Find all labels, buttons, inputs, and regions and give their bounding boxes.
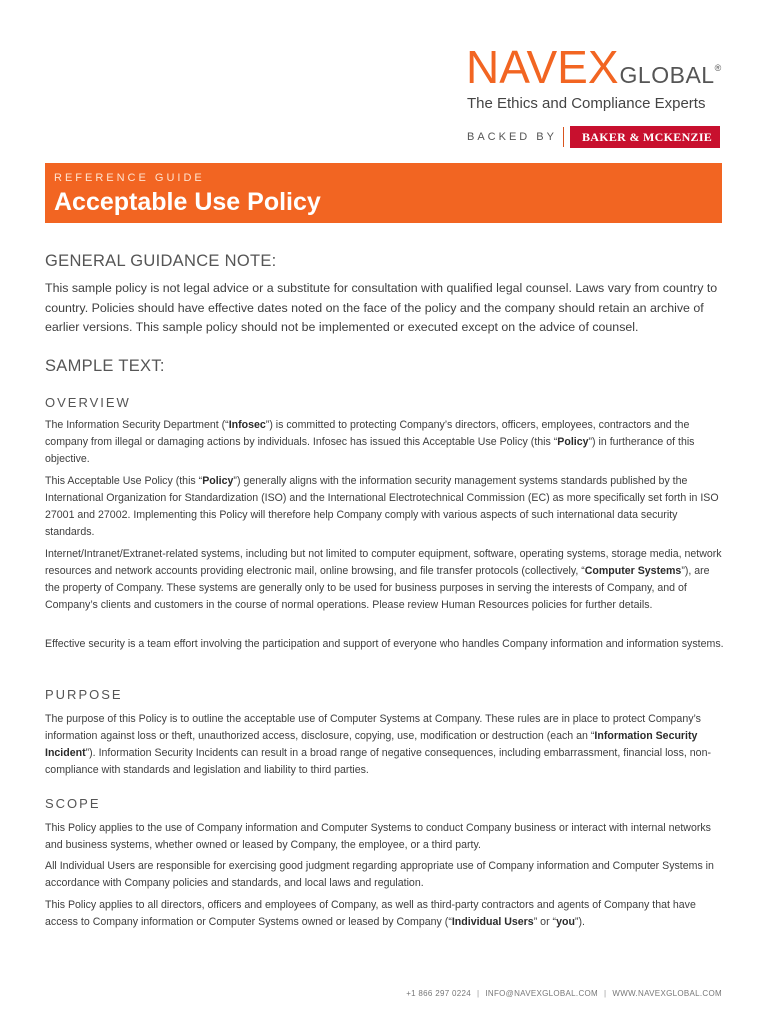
banner-kicker: REFERENCE GUIDE	[54, 172, 205, 184]
registered-mark: ®	[714, 63, 722, 73]
title-banner	[45, 163, 722, 223]
logo-global-text: GLOBAL	[619, 62, 715, 88]
sample-text-heading: SAMPLE TEXT:	[45, 357, 165, 375]
text-run: Internet/Intranet/Extranet-related systems, including but not limited to computer equipment, software, operating systems, storage media, network resources and network accounts providing electronic mail, online browsing, and file transfer protocols (collectively, “	[45, 548, 722, 577]
defined-term: Policy	[202, 475, 234, 487]
purpose-heading: PURPOSE	[45, 687, 123, 702]
defined-term: Information Security Incident	[45, 730, 698, 759]
footer-phone: +1 866 297 0224	[406, 989, 471, 998]
defined-term: Computer Systems	[584, 565, 682, 577]
footer-separator: |	[604, 989, 607, 998]
text-run: ”). Information Security Incidents can result in a broad range of negative consequences, including embarrassment, financial loss, non-compliance with standards and legislation and liability to third parties.	[45, 747, 711, 776]
text-run: The Information Security Department (“	[45, 419, 229, 431]
scope-heading: SCOPE	[45, 796, 101, 811]
footer-email[interactable]: INFO@NAVEXGLOBAL.COM	[485, 989, 599, 998]
overview-paragraph-4: Effective security is a team effort involving the participation and support of everyone who handles Company information and information systems.	[45, 638, 724, 650]
defined-term: Individual Users	[451, 916, 534, 928]
tagline: The Ethics and Compliance Experts	[467, 95, 706, 112]
overview-paragraph-3	[45, 546, 725, 614]
scope-paragraph-3	[45, 897, 725, 931]
footer-website[interactable]: WWW.NAVEXGLOBAL.COM	[612, 989, 722, 998]
footer-contact	[406, 989, 722, 998]
text-run: ”) generally aligns with the information security management systems standards published by the International Organization for Standardization (ISO) and the International Electrotechnical Commission (EC) as more specifically set forth in ISO 27001 and 27002. Implementing this Policy will therefore help Company comply with various aspects of such international data security standards.	[45, 475, 719, 538]
overview-heading: OVERVIEW	[45, 395, 131, 410]
text-run: ”) in furtherance of this objective.	[45, 436, 695, 465]
defined-term: Policy	[557, 436, 589, 448]
document-title: Acceptable Use Policy	[54, 188, 321, 216]
backed-by-label: BACKED BY	[467, 131, 557, 143]
backed-by-divider	[563, 127, 564, 147]
text-run: ”).	[574, 916, 585, 928]
text-run: ”) is committed to protecting Company’s directors, officers, employees, contractors and the company from illegal or damaging actions by individuals. Infosec has issued this Acceptable Use Policy (this “	[45, 419, 690, 448]
text-run: The purpose of this Policy is to outline the acceptable use of Computer Systems at Company. These rules are in place to protect Company’s information against loss or theft, unauthorized access, disclosure, copying, use, modification or destruction (each an “	[45, 713, 701, 742]
text-run: This Acceptable Use Policy (this “	[45, 475, 203, 487]
purpose-paragraph	[45, 711, 725, 779]
logo-navex-text: NAVEX	[466, 41, 619, 93]
defined-term: you	[556, 916, 575, 928]
baker-mckenzie-logo: BAKER & MCKENZIE	[570, 126, 720, 148]
navex-global-logo	[466, 41, 728, 93]
text-run: ”), are the property of Company. These systems are generally only to be used for business purposes in serving the interests of Company, and of Company’s clients and customers in the course of normal operations. Please review Human Resources policies for further details.	[45, 565, 710, 611]
guidance-text: This sample policy is not legal advice or a substitute for consultation with qualified legal counsel. Laws vary from country to country. Policies should have effective dates noted on the face of the policy and the company should retain an archive of earlier versions. This sample policy should not be implemented or executed except on the advice of counsel.	[45, 281, 718, 334]
scope-paragraph-2: All Individual Users are responsible for exercising good judgment regarding appropriate use of Company information and Computer Systems in accordance with Company policies and standards, and local laws and regulation.	[45, 860, 714, 889]
backed-by-row	[467, 126, 720, 148]
overview-paragraph-2	[45, 473, 725, 541]
guidance-heading: GENERAL GUIDANCE NOTE:	[45, 252, 277, 270]
defined-term: Infosec	[228, 419, 266, 431]
text-run: ” or “	[533, 916, 557, 928]
text-run: This Policy applies to all directors, officers and employees of Company, as well as third-party contractors and agents of Company that have access to Company information or Computer Systems owned or leased by Company (“	[45, 899, 696, 928]
footer-separator: |	[476, 989, 480, 998]
scope-paragraph-1: This Policy applies to the use of Company information and Computer Systems to conduct Company business or interact with internal networks and business systems, whether owned or leased by Company, the employee, or a third party.	[45, 822, 711, 851]
overview-paragraph-1	[45, 417, 725, 468]
